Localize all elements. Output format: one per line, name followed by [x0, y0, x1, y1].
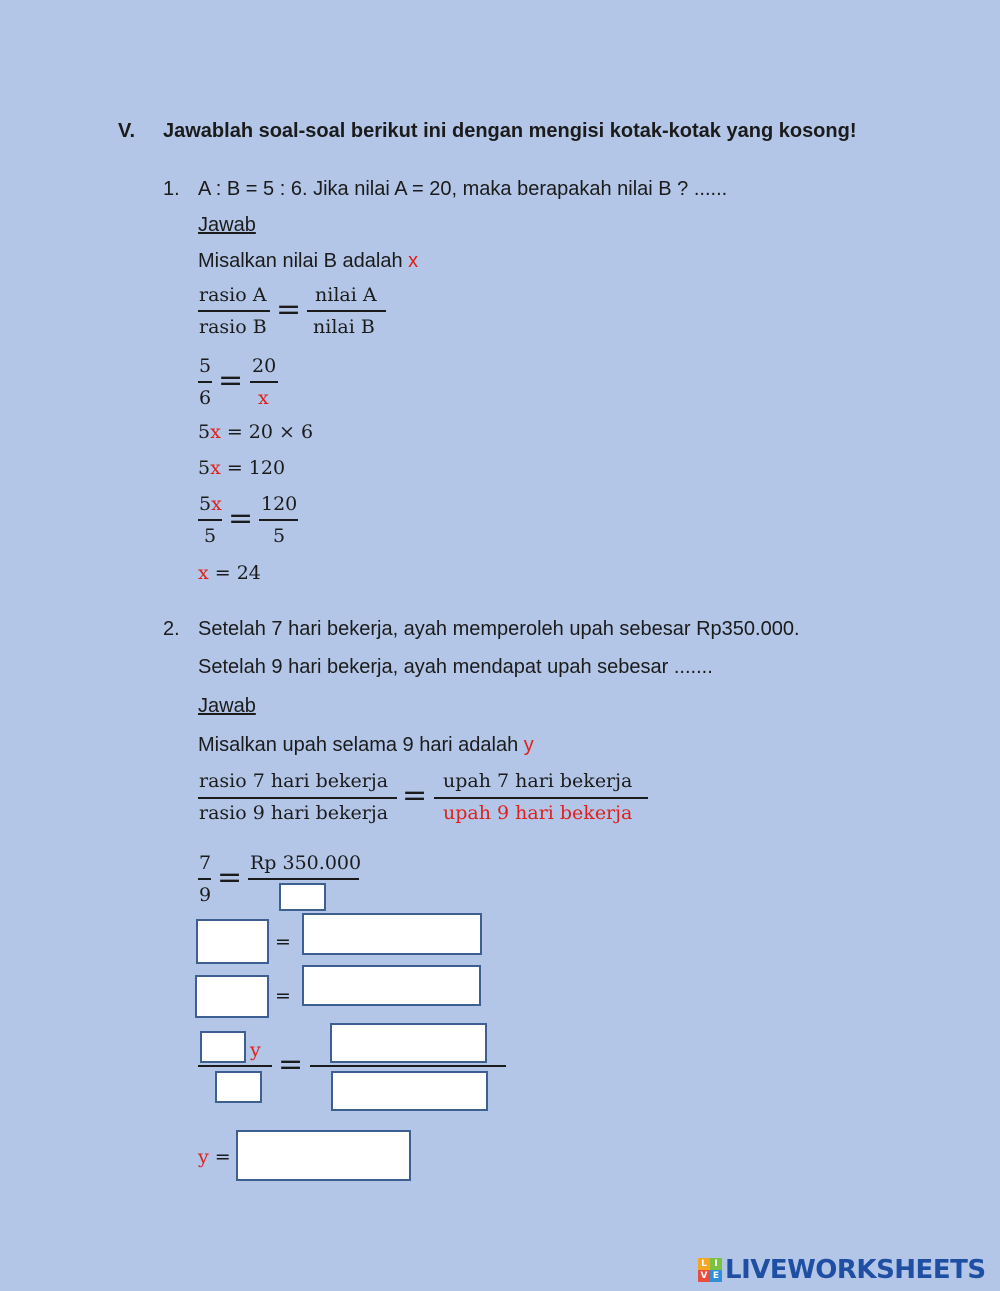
- q2-line2: Setelah 9 hari bekerja, ayah mendapat upah sebesar .......: [198, 656, 713, 678]
- q2-frac2-den-input[interactable]: [279, 883, 326, 911]
- q1-frac5-den-right: 5: [273, 525, 286, 547]
- q2-frac2-eq: =: [217, 860, 243, 895]
- q1-line3: [198, 421, 313, 443]
- q2-frac3-num-coef-input[interactable]: [200, 1031, 246, 1063]
- q1-frac1-line-left: [198, 310, 270, 312]
- q2-result-input[interactable]: [236, 1130, 411, 1181]
- q2-frac2-line-right: [248, 878, 359, 880]
- q1-let-var: x: [408, 250, 419, 272]
- q1-result-rest: = 24: [208, 562, 261, 584]
- liveworksheets-logo-icon: [698, 1258, 722, 1282]
- q2-result-eq: =: [208, 1146, 231, 1168]
- q2-let-text: Misalkan upah selama 9 hari adalah: [198, 734, 524, 756]
- q1-line4-coef: 5: [198, 457, 211, 479]
- q2-line1: Setelah 7 hari bekerja, ayah memperoleh upah sebesar Rp350.000.: [198, 618, 800, 640]
- q1-frac2-num-right: 20: [252, 355, 277, 377]
- q2-let-var: y: [523, 734, 534, 756]
- q1-frac5-num-left: [199, 493, 222, 515]
- q1-frac5-eq: =: [228, 501, 254, 536]
- q2-frac2-num-right: Rp 350.000: [250, 852, 362, 874]
- logo-letter-i: I: [710, 1258, 722, 1270]
- q1-line3-rest: = 20 × 6: [220, 421, 314, 443]
- q2-frac3-num-right-input[interactable]: [330, 1023, 487, 1063]
- q2-frac3-line-left: [198, 1065, 272, 1067]
- q2-frac3-eq: =: [278, 1047, 304, 1082]
- q2-row2-eq: =: [275, 985, 291, 1007]
- q1-line4-var: x: [210, 457, 221, 479]
- q2-frac2-num-left: 7: [199, 852, 212, 874]
- logo-letter-l: L: [698, 1258, 710, 1270]
- q1-frac2-line-left: [198, 381, 212, 383]
- q2-frac3-den-input[interactable]: [215, 1071, 262, 1103]
- q2-frac3-den-right-input[interactable]: [331, 1071, 488, 1111]
- q2-frac2-den-left: 9: [199, 884, 212, 906]
- q1-frac2-den-right: x: [258, 387, 269, 409]
- q1-result: [198, 562, 261, 584]
- q2-row1-left-input[interactable]: [196, 919, 269, 964]
- q1-frac5-coef: 5: [199, 493, 212, 515]
- q1-frac2-line-right: [250, 381, 278, 383]
- q2-frac1-den-right: upah 9 hari bekerja: [443, 802, 633, 824]
- q2-frac3-line-right: [310, 1065, 506, 1067]
- q1-question: A : B = 5 : 6. Jika nilai A = 20, maka berapakah nilai B ? ......: [198, 178, 728, 200]
- q2-frac1-num-left: rasio 7 hari bekerja: [199, 770, 389, 792]
- q2-frac1-line-right: [434, 797, 648, 799]
- q1-frac2-eq: =: [218, 363, 244, 398]
- q2-let-statement: [198, 734, 534, 757]
- q2-row1-right-input[interactable]: [302, 913, 482, 955]
- q1-let-statement: [198, 250, 418, 273]
- q1-line3-var: x: [210, 421, 221, 443]
- q1-frac1-eq: =: [276, 292, 302, 327]
- section-number: V.: [118, 120, 136, 142]
- q1-number: 1.: [163, 178, 180, 200]
- q2-row2-right-input[interactable]: [302, 965, 481, 1006]
- q1-frac1-den-left: rasio B: [199, 316, 267, 338]
- q1-line4-rest: = 120: [220, 457, 286, 479]
- q1-frac1-den-right: nilai B: [313, 316, 375, 338]
- section-instruction: Jawablah soal-soal berikut ini dengan mengisi kotak-kotak yang kosong!: [163, 120, 857, 142]
- q1-let-text: Misalkan nilai B adalah: [198, 250, 409, 272]
- q1-frac1-num-left: rasio A: [199, 284, 267, 306]
- q2-frac1-eq: =: [402, 778, 428, 813]
- q1-frac5-line-left: [198, 519, 222, 521]
- q2-number: 2.: [163, 618, 180, 640]
- logo-letter-v: V: [698, 1270, 710, 1282]
- q1-jawab-label: Jawab: [198, 214, 256, 236]
- q2-frac2-line-left: [198, 878, 211, 880]
- q2-frac1-den-left: rasio 9 hari bekerja: [199, 802, 389, 824]
- q2-jawab-label: Jawab: [198, 695, 256, 717]
- q1-frac5-var: x: [211, 493, 222, 515]
- q1-frac2-den-left: 6: [199, 387, 212, 409]
- q1-result-var: x: [198, 562, 209, 584]
- q2-row2-left-input[interactable]: [195, 975, 269, 1018]
- liveworksheets-logo: [698, 1255, 986, 1285]
- q1-line4: [198, 457, 285, 479]
- logo-letter-e: E: [710, 1270, 722, 1282]
- q2-frac3-var: y: [250, 1039, 261, 1061]
- q1-frac1-num-right: nilai A: [315, 284, 377, 306]
- q2-frac1-line-left: [198, 797, 397, 799]
- q2-row1-eq: =: [275, 931, 291, 953]
- q1-line3-coef: 5: [198, 421, 211, 443]
- q1-frac1-line-right: [307, 310, 386, 312]
- q2-frac1-num-right: upah 7 hari bekerja: [443, 770, 633, 792]
- q2-result-label: [198, 1146, 231, 1168]
- q2-result-var: y: [198, 1146, 209, 1168]
- q1-frac5-num-right: 120: [261, 493, 298, 515]
- q1-frac2-num-left: 5: [199, 355, 212, 377]
- q1-frac5-den-left: 5: [204, 525, 217, 547]
- liveworksheets-logo-text: LIVEWORKSHEETS: [725, 1255, 986, 1285]
- q1-frac5-line-right: [259, 519, 298, 521]
